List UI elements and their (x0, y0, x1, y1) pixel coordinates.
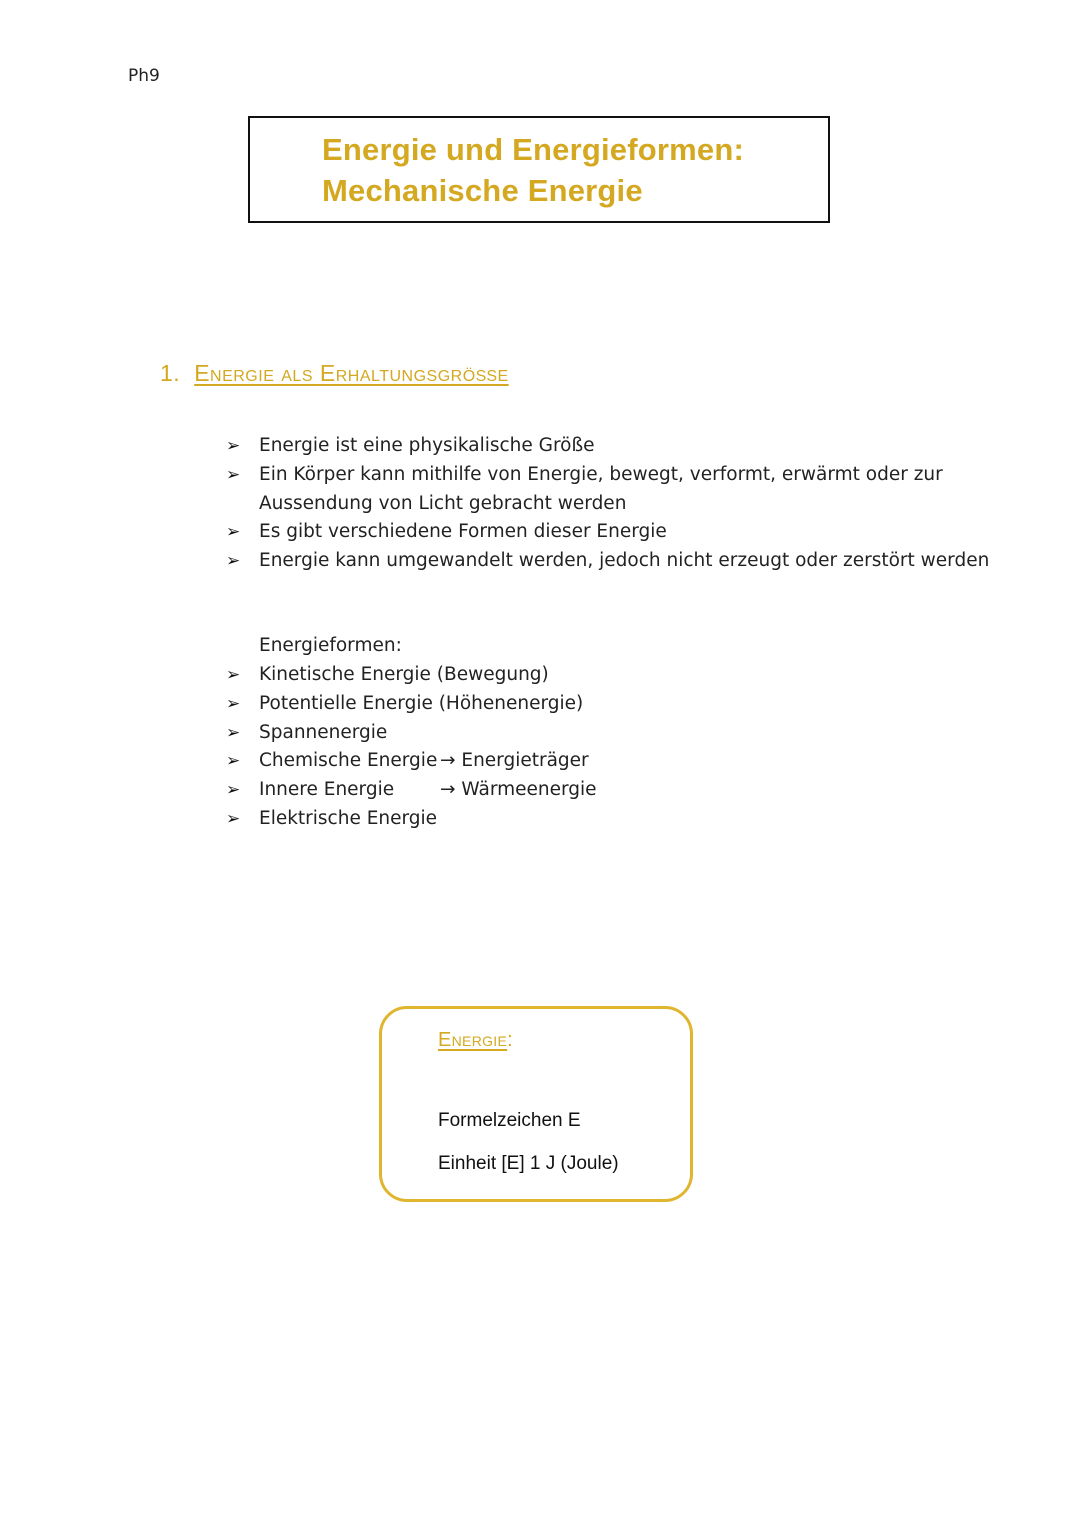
arrow-note-energy-carrier: → Energieträger (440, 750, 589, 771)
list-item (226, 547, 989, 576)
arrow-note-heat-energy: → Wärmeenergie (440, 779, 597, 800)
list-item-text: Innere Energie (259, 779, 395, 801)
arrowhead-bullet-icon: ➢ (226, 665, 241, 685)
arrowhead-bullet-icon: ➢ (226, 522, 241, 543)
section-heading (160, 360, 509, 387)
list-item-continuation (226, 490, 989, 519)
list-item-text: Kinetische Energie (Bewegung) (259, 664, 549, 685)
list-item (226, 661, 583, 690)
page-code: Ph9 (128, 66, 160, 86)
arrowhead-bullet-icon: ➢ (226, 464, 241, 485)
unit-line: Einheit [E] 1 J (Joule) (438, 1153, 619, 1174)
arrowhead-bullet-icon: ➢ (226, 551, 241, 572)
list-item-text: Energie ist eine physikalische Größe (259, 435, 595, 456)
list-item-text: Ein Körper kann mithilfe von Energie, bewegt, verformt, erwärmt oder zur (259, 463, 943, 485)
energy-definition-box (379, 1006, 693, 1202)
list-item (226, 805, 583, 834)
section-title: Energie als Erhaltungsgröße (194, 360, 509, 386)
formula-symbol-line: Formelzeichen E (438, 1110, 581, 1131)
arrowhead-bullet-icon: ➢ (226, 751, 241, 772)
list-item-text: Energie kann umgewandelt werden, jedoch nicht erzeugt oder zerstört werden (259, 550, 990, 572)
title-box (248, 116, 830, 223)
forms-label: Energieformen: (259, 635, 402, 656)
arrowhead-bullet-icon: ➢ (226, 722, 241, 743)
energy-box-heading-colon: : (507, 1029, 513, 1051)
list-item-text: Spannenergie (259, 721, 388, 743)
list-item (226, 432, 989, 461)
list-item (226, 690, 583, 719)
list-item (226, 719, 583, 748)
list-item-text: Chemische Energie (259, 750, 438, 772)
list-item-text: Aussendung von Licht gebracht werden (259, 492, 627, 514)
energy-box-heading (438, 1029, 513, 1052)
facts-list (226, 432, 989, 576)
title-line-2: Mechanische Energie (322, 173, 643, 208)
list-item (226, 518, 989, 547)
arrowhead-bullet-icon: ➢ (226, 780, 241, 801)
arrowhead-bullet-icon: ➢ (226, 808, 241, 829)
list-item-text: Potentielle Energie (Höhenenergie) (259, 692, 584, 714)
energy-box-heading-text: Energie (438, 1029, 508, 1051)
list-item (226, 461, 989, 490)
list-item-text: Es gibt verschiedene Formen dieser Energie (259, 521, 667, 543)
arrowhead-bullet-icon: ➢ (226, 693, 241, 714)
section-number: 1. (160, 360, 181, 386)
list-item-text: Elektrische Energie (259, 807, 438, 829)
arrowhead-bullet-icon: ➢ (226, 436, 241, 456)
title-line-1: Energie und Energieformen: (322, 132, 745, 167)
